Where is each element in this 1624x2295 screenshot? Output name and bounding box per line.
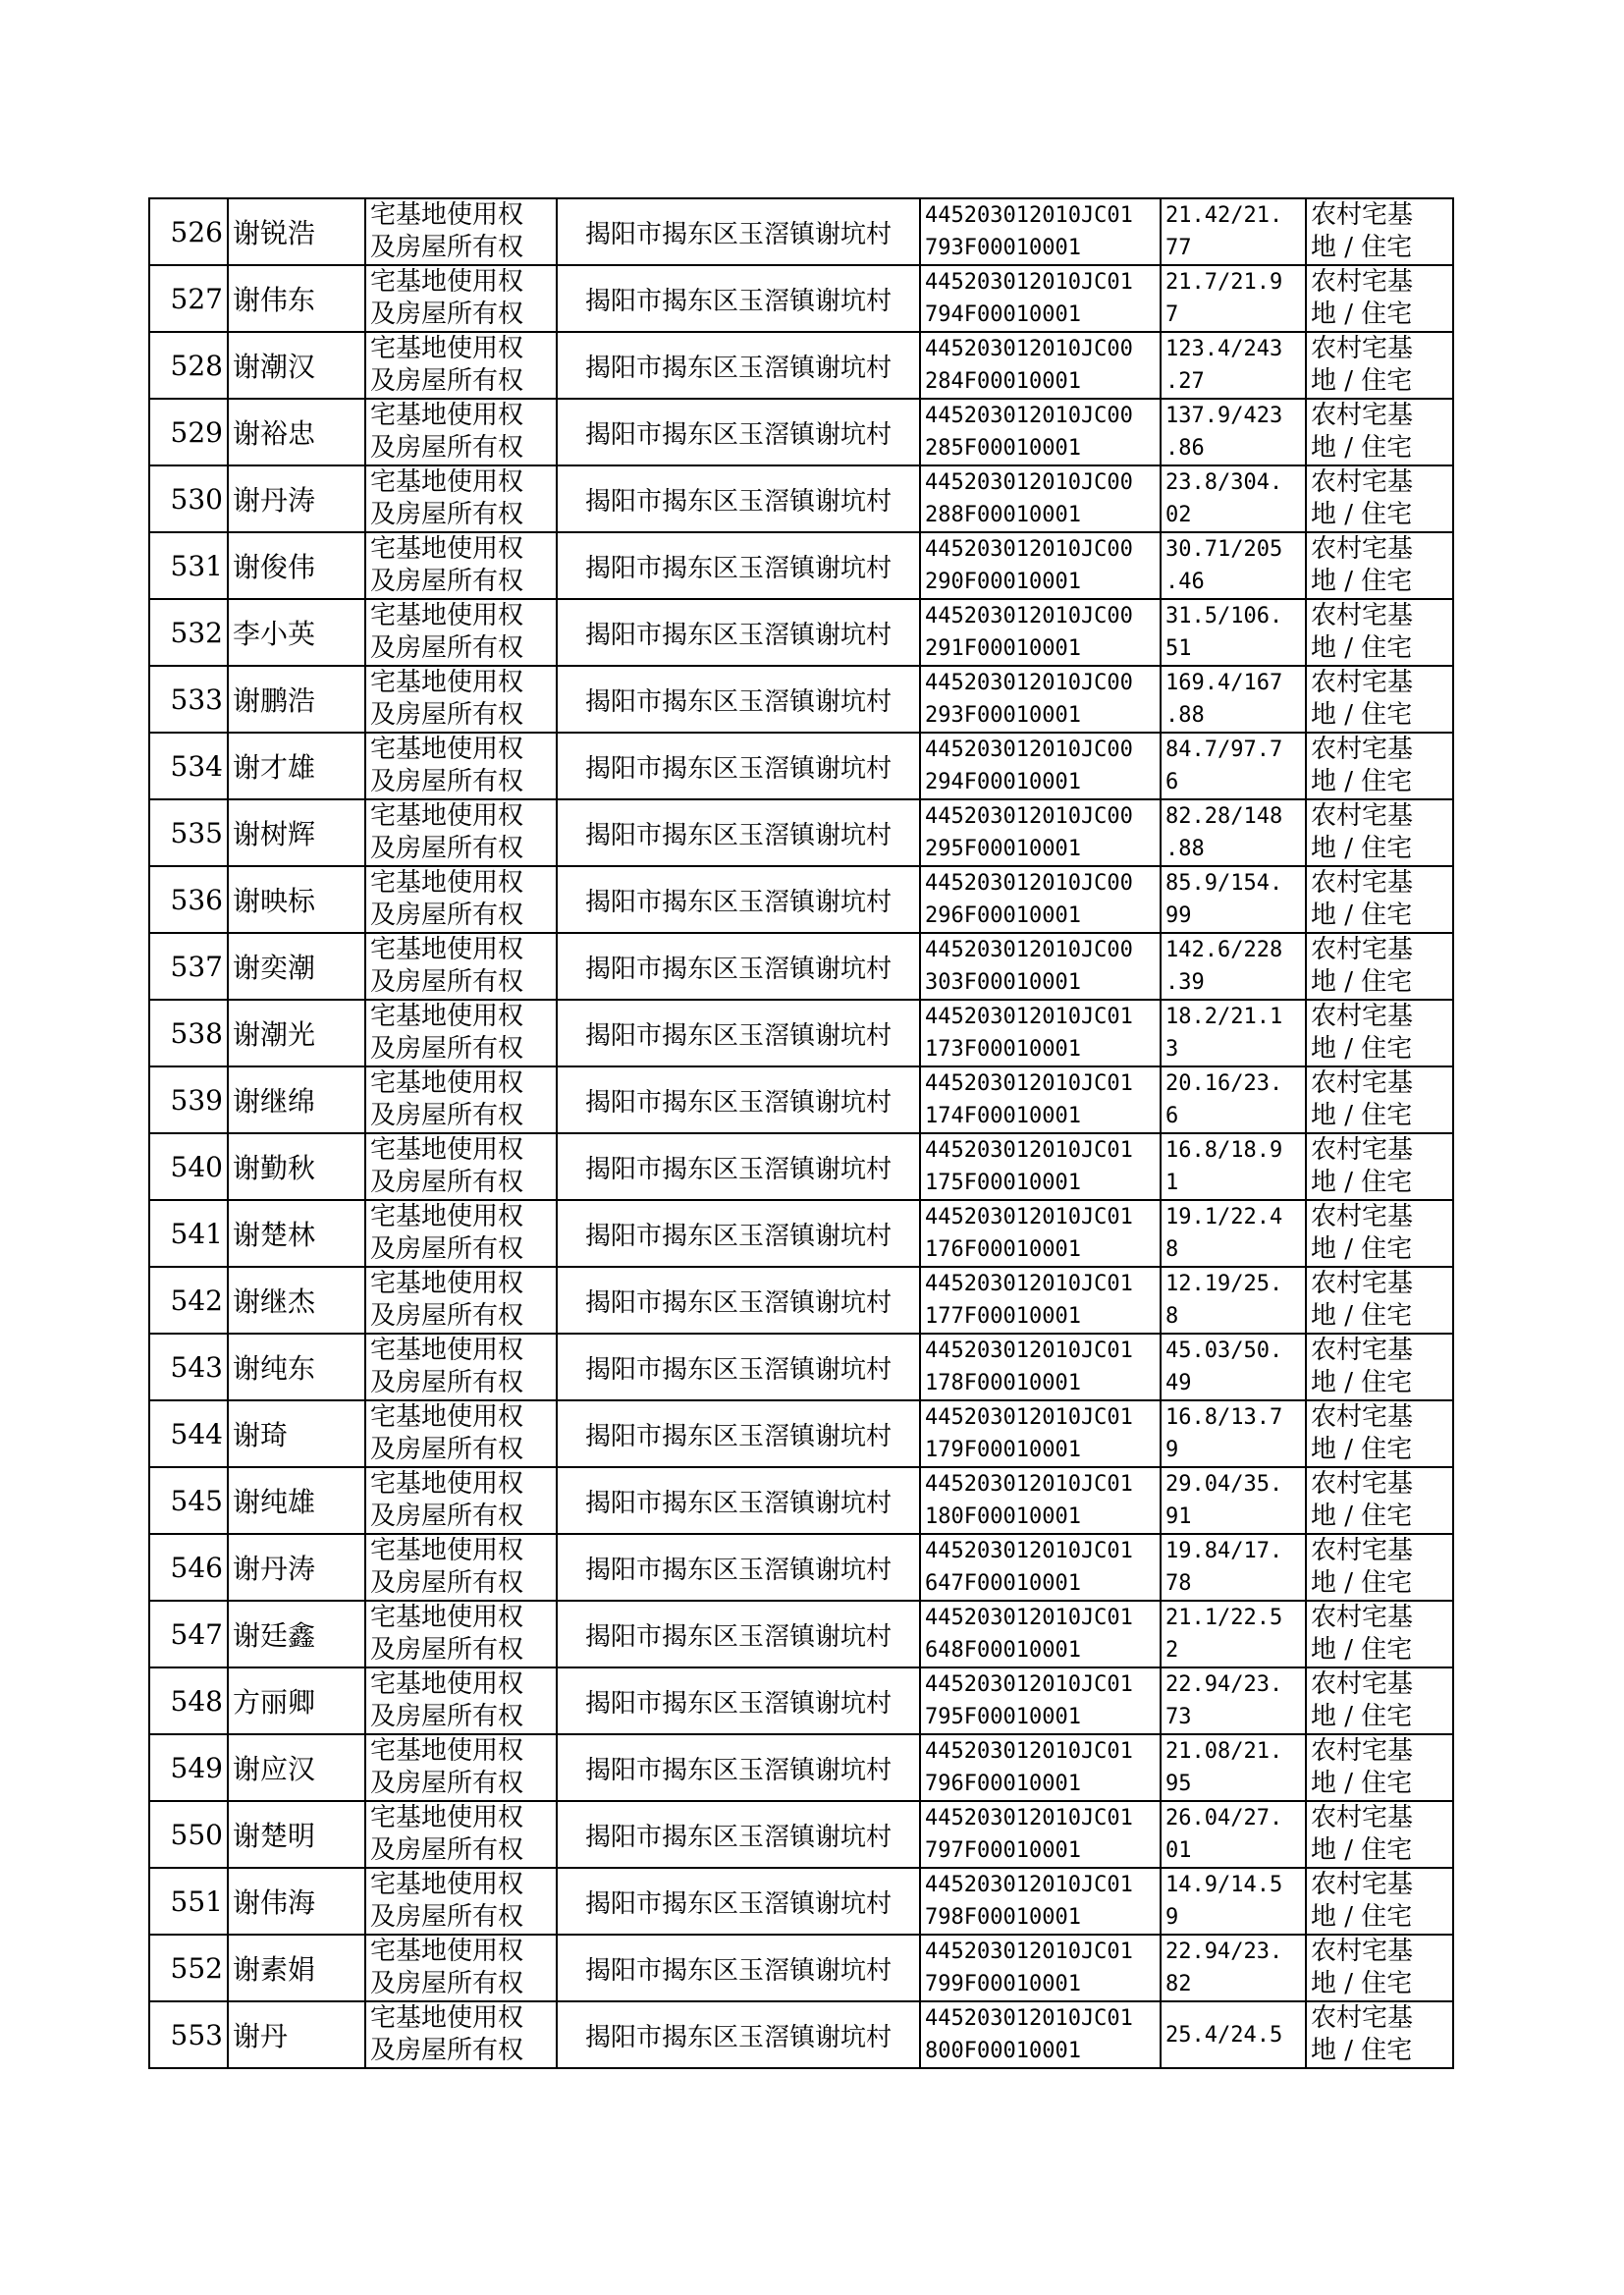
right-type-cell: 宅基地使用权 及房屋所有权 [365, 666, 557, 733]
area-value-cell: 169.4/167 .88 [1161, 666, 1306, 733]
table-row [149, 1066, 1453, 1133]
land-use-cell: 农村宅基 地 / 住宅 [1306, 1400, 1453, 1467]
area-value-cell: 84.7/97.7 6 [1161, 733, 1306, 799]
unit-code-cell: 445203012010JC01 797F00010001 [920, 1801, 1161, 1868]
right-type-cell: 宅基地使用权 及房屋所有权 [365, 1133, 557, 1200]
property-location-cell: 揭阳市揭东区玉滘镇谢坑村 [557, 198, 920, 265]
table-row [149, 265, 1453, 332]
property-location-cell: 揭阳市揭东区玉滘镇谢坑村 [557, 332, 920, 399]
right-type-cell: 宅基地使用权 及房屋所有权 [365, 1801, 557, 1868]
right-type-cell: 宅基地使用权 及房屋所有权 [365, 599, 557, 666]
land-use-cell: 农村宅基 地 / 住宅 [1306, 799, 1453, 866]
owner-name-cell: 谢丹 [228, 2001, 365, 2068]
table-row [149, 1801, 1453, 1868]
right-type-cell: 宅基地使用权 及房屋所有权 [365, 332, 557, 399]
table-row [149, 1334, 1453, 1400]
row-number-cell: 530 [149, 465, 228, 532]
row-number-cell: 529 [149, 399, 228, 465]
area-value-cell: 21.7/21.9 7 [1161, 265, 1306, 332]
right-type-cell: 宅基地使用权 及房屋所有权 [365, 1200, 557, 1267]
right-type-cell: 宅基地使用权 及房屋所有权 [365, 532, 557, 599]
area-value-cell: 25.4/24.5 [1161, 2001, 1306, 2068]
owner-name-cell: 谢纯雄 [228, 1467, 365, 1534]
table-row [149, 733, 1453, 799]
property-location-cell: 揭阳市揭东区玉滘镇谢坑村 [557, 265, 920, 332]
land-use-cell: 农村宅基 地 / 住宅 [1306, 1133, 1453, 1200]
row-number-cell: 527 [149, 265, 228, 332]
area-value-cell: 16.8/18.9 1 [1161, 1133, 1306, 1200]
table-row [149, 465, 1453, 532]
right-type-cell: 宅基地使用权 及房屋所有权 [365, 265, 557, 332]
unit-code-cell: 445203012010JC01 795F00010001 [920, 1667, 1161, 1734]
area-value-cell: 23.8/304. 02 [1161, 465, 1306, 532]
right-type-cell: 宅基地使用权 及房屋所有权 [365, 1334, 557, 1400]
table-row [149, 1400, 1453, 1467]
table-row [149, 1868, 1453, 1935]
property-location-cell: 揭阳市揭东区玉滘镇谢坑村 [557, 1334, 920, 1400]
right-type-cell: 宅基地使用权 及房屋所有权 [365, 1267, 557, 1334]
property-location-cell: 揭阳市揭东区玉滘镇谢坑村 [557, 1000, 920, 1066]
property-location-cell: 揭阳市揭东区玉滘镇谢坑村 [557, 1267, 920, 1334]
area-value-cell: 123.4/243 .27 [1161, 332, 1306, 399]
right-type-cell: 宅基地使用权 及房屋所有权 [365, 1066, 557, 1133]
right-type-cell: 宅基地使用权 及房屋所有权 [365, 799, 557, 866]
unit-code-cell: 445203012010JC00 296F00010001 [920, 866, 1161, 933]
table-row [149, 1601, 1453, 1667]
area-value-cell: 31.5/106. 51 [1161, 599, 1306, 666]
area-value-cell: 45.03/50. 49 [1161, 1334, 1306, 1400]
right-type-cell: 宅基地使用权 及房屋所有权 [365, 866, 557, 933]
unit-code-cell: 445203012010JC00 288F00010001 [920, 465, 1161, 532]
unit-code-cell: 445203012010JC01 648F00010001 [920, 1601, 1161, 1667]
property-location-cell: 揭阳市揭东区玉滘镇谢坑村 [557, 532, 920, 599]
right-type-cell: 宅基地使用权 及房屋所有权 [365, 933, 557, 1000]
row-number-cell: 533 [149, 666, 228, 733]
unit-code-cell: 445203012010JC01 178F00010001 [920, 1334, 1161, 1400]
area-value-cell: 30.71/205 .46 [1161, 532, 1306, 599]
row-number-cell: 537 [149, 933, 228, 1000]
owner-name-cell: 谢楚明 [228, 1801, 365, 1868]
area-value-cell: 12.19/25. 8 [1161, 1267, 1306, 1334]
right-type-cell: 宅基地使用权 及房屋所有权 [365, 1667, 557, 1734]
table-row [149, 866, 1453, 933]
owner-name-cell: 谢裕忠 [228, 399, 365, 465]
area-value-cell: 142.6/228 .39 [1161, 933, 1306, 1000]
area-value-cell: 26.04/27. 01 [1161, 1801, 1306, 1868]
row-number-cell: 539 [149, 1066, 228, 1133]
property-location-cell: 揭阳市揭东区玉滘镇谢坑村 [557, 599, 920, 666]
owner-name-cell: 谢勤秋 [228, 1133, 365, 1200]
owner-name-cell: 谢素娟 [228, 1935, 365, 2001]
right-type-cell: 宅基地使用权 及房屋所有权 [365, 465, 557, 532]
property-location-cell: 揭阳市揭东区玉滘镇谢坑村 [557, 666, 920, 733]
land-use-cell: 农村宅基 地 / 住宅 [1306, 866, 1453, 933]
owner-name-cell: 谢锐浩 [228, 198, 365, 265]
land-use-cell: 农村宅基 地 / 住宅 [1306, 399, 1453, 465]
land-use-cell: 农村宅基 地 / 住宅 [1306, 1534, 1453, 1601]
row-number-cell: 535 [149, 799, 228, 866]
property-location-cell: 揭阳市揭东区玉滘镇谢坑村 [557, 1935, 920, 2001]
property-location-cell: 揭阳市揭东区玉滘镇谢坑村 [557, 1200, 920, 1267]
owner-name-cell: 谢映标 [228, 866, 365, 933]
table-row [149, 1734, 1453, 1801]
area-value-cell: 14.9/14.5 9 [1161, 1868, 1306, 1935]
table-row [149, 332, 1453, 399]
row-number-cell: 549 [149, 1734, 228, 1801]
land-use-cell: 农村宅基 地 / 住宅 [1306, 1467, 1453, 1534]
table-row [149, 666, 1453, 733]
unit-code-cell: 445203012010JC01 799F00010001 [920, 1935, 1161, 2001]
table-row [149, 399, 1453, 465]
table-row [149, 933, 1453, 1000]
row-number-cell: 526 [149, 198, 228, 265]
land-use-cell: 农村宅基 地 / 住宅 [1306, 933, 1453, 1000]
area-value-cell: 22.94/23. 82 [1161, 1935, 1306, 2001]
property-location-cell: 揭阳市揭东区玉滘镇谢坑村 [557, 2001, 920, 2068]
table-row [149, 2001, 1453, 2068]
table-row [149, 532, 1453, 599]
land-use-cell: 农村宅基 地 / 住宅 [1306, 1267, 1453, 1334]
unit-code-cell: 445203012010JC01 176F00010001 [920, 1200, 1161, 1267]
property-location-cell: 揭阳市揭东区玉滘镇谢坑村 [557, 1734, 920, 1801]
land-use-cell: 农村宅基 地 / 住宅 [1306, 265, 1453, 332]
unit-code-cell: 445203012010JC01 175F00010001 [920, 1133, 1161, 1200]
row-number-cell: 548 [149, 1667, 228, 1734]
owner-name-cell: 谢潮汉 [228, 332, 365, 399]
row-number-cell: 547 [149, 1601, 228, 1667]
unit-code-cell: 445203012010JC01 174F00010001 [920, 1066, 1161, 1133]
owner-name-cell: 谢纯东 [228, 1334, 365, 1400]
unit-code-cell: 445203012010JC00 294F00010001 [920, 733, 1161, 799]
area-value-cell: 18.2/21.1 3 [1161, 1000, 1306, 1066]
unit-code-cell: 445203012010JC00 290F00010001 [920, 532, 1161, 599]
owner-name-cell: 谢树辉 [228, 799, 365, 866]
property-rights-table [148, 197, 1454, 2069]
table-body [149, 198, 1453, 2068]
area-value-cell: 137.9/423 .86 [1161, 399, 1306, 465]
property-location-cell: 揭阳市揭东区玉滘镇谢坑村 [557, 799, 920, 866]
land-use-cell: 农村宅基 地 / 住宅 [1306, 666, 1453, 733]
property-location-cell: 揭阳市揭东区玉滘镇谢坑村 [557, 1400, 920, 1467]
table-row [149, 1200, 1453, 1267]
land-use-cell: 农村宅基 地 / 住宅 [1306, 1935, 1453, 2001]
row-number-cell: 534 [149, 733, 228, 799]
land-use-cell: 农村宅基 地 / 住宅 [1306, 1601, 1453, 1667]
property-location-cell: 揭阳市揭东区玉滘镇谢坑村 [557, 866, 920, 933]
owner-name-cell: 方丽卿 [228, 1667, 365, 1734]
row-number-cell: 550 [149, 1801, 228, 1868]
area-value-cell: 21.08/21. 95 [1161, 1734, 1306, 1801]
right-type-cell: 宅基地使用权 及房屋所有权 [365, 1601, 557, 1667]
land-use-cell: 农村宅基 地 / 住宅 [1306, 733, 1453, 799]
unit-code-cell: 445203012010JC00 284F00010001 [920, 332, 1161, 399]
land-use-cell: 农村宅基 地 / 住宅 [1306, 599, 1453, 666]
area-value-cell: 19.84/17. 78 [1161, 1534, 1306, 1601]
unit-code-cell: 445203012010JC01 179F00010001 [920, 1400, 1161, 1467]
row-number-cell: 546 [149, 1534, 228, 1601]
table-row [149, 1935, 1453, 2001]
land-use-cell: 农村宅基 地 / 住宅 [1306, 1000, 1453, 1066]
owner-name-cell: 谢奕潮 [228, 933, 365, 1000]
owner-name-cell: 谢继绵 [228, 1066, 365, 1133]
row-number-cell: 536 [149, 866, 228, 933]
table-row [149, 599, 1453, 666]
right-type-cell: 宅基地使用权 及房屋所有权 [365, 1400, 557, 1467]
unit-code-cell: 445203012010JC01 180F00010001 [920, 1467, 1161, 1534]
area-value-cell: 82.28/148 .88 [1161, 799, 1306, 866]
row-number-cell: 545 [149, 1467, 228, 1534]
land-use-cell: 农村宅基 地 / 住宅 [1306, 532, 1453, 599]
owner-name-cell: 李小英 [228, 599, 365, 666]
table-row [149, 1467, 1453, 1534]
owner-name-cell: 谢潮光 [228, 1000, 365, 1066]
property-location-cell: 揭阳市揭东区玉滘镇谢坑村 [557, 465, 920, 532]
table-row [149, 1267, 1453, 1334]
unit-code-cell: 445203012010JC00 291F00010001 [920, 599, 1161, 666]
row-number-cell: 541 [149, 1200, 228, 1267]
row-number-cell: 538 [149, 1000, 228, 1066]
area-value-cell: 16.8/13.7 9 [1161, 1400, 1306, 1467]
property-location-cell: 揭阳市揭东区玉滘镇谢坑村 [557, 1667, 920, 1734]
owner-name-cell: 谢应汉 [228, 1734, 365, 1801]
land-use-cell: 农村宅基 地 / 住宅 [1306, 1667, 1453, 1734]
right-type-cell: 宅基地使用权 及房屋所有权 [365, 1467, 557, 1534]
right-type-cell: 宅基地使用权 及房屋所有权 [365, 1000, 557, 1066]
property-location-cell: 揭阳市揭东区玉滘镇谢坑村 [557, 1868, 920, 1935]
area-value-cell: 20.16/23. 6 [1161, 1066, 1306, 1133]
table-row [149, 1000, 1453, 1066]
row-number-cell: 542 [149, 1267, 228, 1334]
table-row [149, 1667, 1453, 1734]
area-value-cell: 21.42/21. 77 [1161, 198, 1306, 265]
right-type-cell: 宅基地使用权 及房屋所有权 [365, 1734, 557, 1801]
area-value-cell: 22.94/23. 73 [1161, 1667, 1306, 1734]
row-number-cell: 544 [149, 1400, 228, 1467]
property-location-cell: 揭阳市揭东区玉滘镇谢坑村 [557, 933, 920, 1000]
land-use-cell: 农村宅基 地 / 住宅 [1306, 465, 1453, 532]
row-number-cell: 552 [149, 1935, 228, 2001]
row-number-cell: 551 [149, 1868, 228, 1935]
right-type-cell: 宅基地使用权 及房屋所有权 [365, 1868, 557, 1935]
right-type-cell: 宅基地使用权 及房屋所有权 [365, 2001, 557, 2068]
right-type-cell: 宅基地使用权 及房屋所有权 [365, 399, 557, 465]
right-type-cell: 宅基地使用权 及房屋所有权 [365, 1935, 557, 2001]
property-location-cell: 揭阳市揭东区玉滘镇谢坑村 [557, 1133, 920, 1200]
unit-code-cell: 445203012010JC01 796F00010001 [920, 1734, 1161, 1801]
property-location-cell: 揭阳市揭东区玉滘镇谢坑村 [557, 1066, 920, 1133]
row-number-cell: 553 [149, 2001, 228, 2068]
unit-code-cell: 445203012010JC00 293F00010001 [920, 666, 1161, 733]
area-value-cell: 29.04/35. 91 [1161, 1467, 1306, 1534]
land-use-cell: 农村宅基 地 / 住宅 [1306, 1801, 1453, 1868]
unit-code-cell: 445203012010JC00 285F00010001 [920, 399, 1161, 465]
unit-code-cell: 445203012010JC01 177F00010001 [920, 1267, 1161, 1334]
land-use-cell: 农村宅基 地 / 住宅 [1306, 1334, 1453, 1400]
property-location-cell: 揭阳市揭东区玉滘镇谢坑村 [557, 1467, 920, 1534]
table-row [149, 799, 1453, 866]
owner-name-cell: 谢才雄 [228, 733, 365, 799]
row-number-cell: 532 [149, 599, 228, 666]
land-use-cell: 农村宅基 地 / 住宅 [1306, 1066, 1453, 1133]
table-row [149, 1534, 1453, 1601]
owner-name-cell: 谢丹涛 [228, 1534, 365, 1601]
row-number-cell: 531 [149, 532, 228, 599]
row-number-cell: 528 [149, 332, 228, 399]
property-location-cell: 揭阳市揭东区玉滘镇谢坑村 [557, 733, 920, 799]
owner-name-cell: 谢丹涛 [228, 465, 365, 532]
owner-name-cell: 谢楚林 [228, 1200, 365, 1267]
property-location-cell: 揭阳市揭东区玉滘镇谢坑村 [557, 1534, 920, 1601]
unit-code-cell: 445203012010JC01 793F00010001 [920, 198, 1161, 265]
property-location-cell: 揭阳市揭东区玉滘镇谢坑村 [557, 399, 920, 465]
unit-code-cell: 445203012010JC00 295F00010001 [920, 799, 1161, 866]
owner-name-cell: 谢继杰 [228, 1267, 365, 1334]
area-value-cell: 85.9/154. 99 [1161, 866, 1306, 933]
owner-name-cell: 谢琦 [228, 1400, 365, 1467]
table-row [149, 198, 1453, 265]
unit-code-cell: 445203012010JC01 800F00010001 [920, 2001, 1161, 2068]
right-type-cell: 宅基地使用权 及房屋所有权 [365, 1534, 557, 1601]
unit-code-cell: 445203012010JC00 303F00010001 [920, 933, 1161, 1000]
property-location-cell: 揭阳市揭东区玉滘镇谢坑村 [557, 1801, 920, 1868]
table-row [149, 1133, 1453, 1200]
owner-name-cell: 谢俊伟 [228, 532, 365, 599]
right-type-cell: 宅基地使用权 及房屋所有权 [365, 198, 557, 265]
unit-code-cell: 445203012010JC01 798F00010001 [920, 1868, 1161, 1935]
property-location-cell: 揭阳市揭东区玉滘镇谢坑村 [557, 1601, 920, 1667]
unit-code-cell: 445203012010JC01 794F00010001 [920, 265, 1161, 332]
row-number-cell: 543 [149, 1334, 228, 1400]
owner-name-cell: 谢廷鑫 [228, 1601, 365, 1667]
right-type-cell: 宅基地使用权 及房屋所有权 [365, 733, 557, 799]
unit-code-cell: 445203012010JC01 647F00010001 [920, 1534, 1161, 1601]
area-value-cell: 19.1/22.4 8 [1161, 1200, 1306, 1267]
land-use-cell: 农村宅基 地 / 住宅 [1306, 2001, 1453, 2068]
land-use-cell: 农村宅基 地 / 住宅 [1306, 1734, 1453, 1801]
land-use-cell: 农村宅基 地 / 住宅 [1306, 332, 1453, 399]
land-use-cell: 农村宅基 地 / 住宅 [1306, 198, 1453, 265]
land-use-cell: 农村宅基 地 / 住宅 [1306, 1200, 1453, 1267]
owner-name-cell: 谢伟东 [228, 265, 365, 332]
row-number-cell: 540 [149, 1133, 228, 1200]
owner-name-cell: 谢伟海 [228, 1868, 365, 1935]
owner-name-cell: 谢鹏浩 [228, 666, 365, 733]
unit-code-cell: 445203012010JC01 173F00010001 [920, 1000, 1161, 1066]
land-use-cell: 农村宅基 地 / 住宅 [1306, 1868, 1453, 1935]
area-value-cell: 21.1/22.5 2 [1161, 1601, 1306, 1667]
